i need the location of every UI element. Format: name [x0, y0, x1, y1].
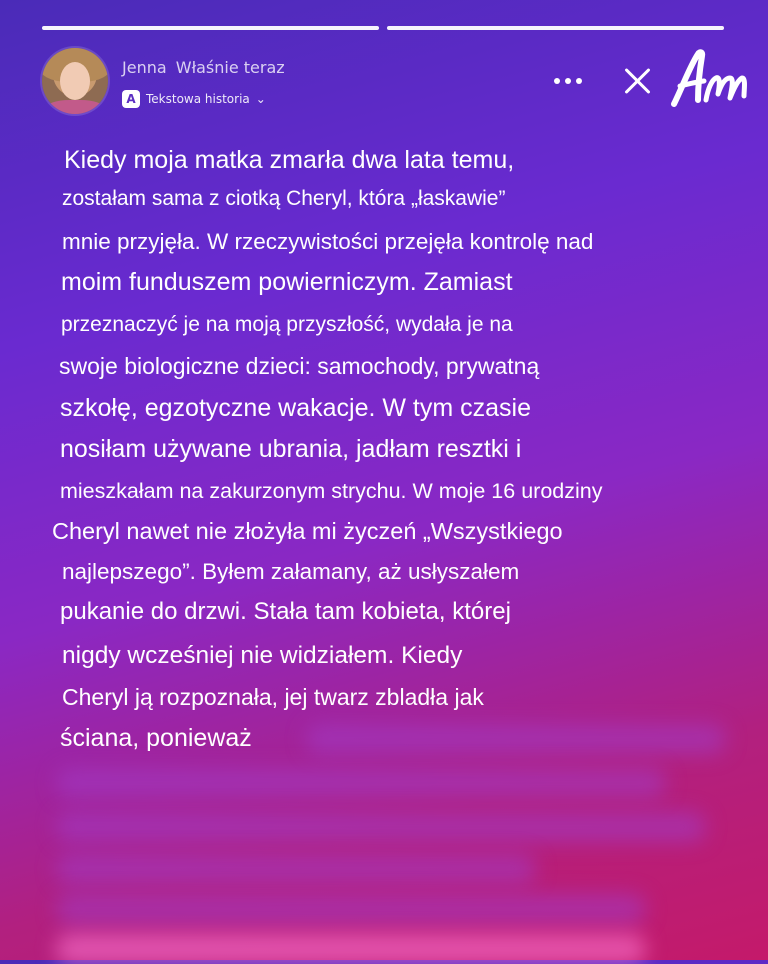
story-line: przeznaczyć je na moją przyszłość, wydała je na — [61, 313, 513, 336]
close-icon[interactable] — [620, 62, 656, 98]
post-time: Właśnie teraz — [175, 58, 285, 77]
progress-segment — [42, 26, 379, 30]
story-line: najlepszego”. Byłem załamany, aż usłyszałem — [62, 559, 520, 584]
text-story-icon: A — [122, 90, 140, 108]
more-options-icon[interactable] — [548, 66, 588, 96]
story-line: Cheryl nawet nie złożyła mi życzeń „Wszystkiego — [52, 518, 563, 544]
story-type[interactable] — [122, 90, 266, 108]
story-progress — [42, 26, 724, 30]
story-line: zostałam sama z ciotką Cheryl, która „łaskawie” — [62, 187, 506, 210]
user-name[interactable]: Jenna — [122, 58, 167, 77]
story-line: nigdy wcześniej nie widziałem. Kiedy — [62, 642, 463, 669]
progress-segment — [387, 26, 724, 30]
story-line: mieszkałam na zakurzonym strychu. W moje 16 urodziny — [60, 479, 603, 503]
story-line: nosiłam używane ubrania, jadłam resztki i — [60, 435, 522, 463]
blurred-continuation — [56, 722, 736, 960]
story-line: swoje biologiczne dzieci: samochody, prywatną — [59, 353, 540, 379]
am-logo — [668, 48, 748, 110]
story-line: mnie przyjęła. W rzeczywistości przejęła kontrolę nad — [62, 229, 594, 254]
user-line — [122, 58, 289, 77]
story-header — [42, 48, 748, 118]
chevron-down-icon: ⌄ — [255, 92, 266, 106]
story-line: ściana, ponieważ — [60, 724, 252, 752]
story-line: moim funduszem powierniczym. Zamiast — [61, 268, 513, 296]
avatar[interactable] — [42, 48, 108, 114]
story-line: Cheryl ją rozpoznała, jej twarz zbladła jak — [62, 684, 484, 710]
story-line: pukanie do drzwi. Stała tam kobieta, której — [60, 598, 511, 625]
story-line: szkołę, egzotyczne wakacje. W tym czasie — [60, 394, 531, 422]
story-line: Kiedy moja matka zmarła dwa lata temu, — [64, 146, 515, 174]
story-type-label: Tekstowa historia — [146, 92, 250, 106]
